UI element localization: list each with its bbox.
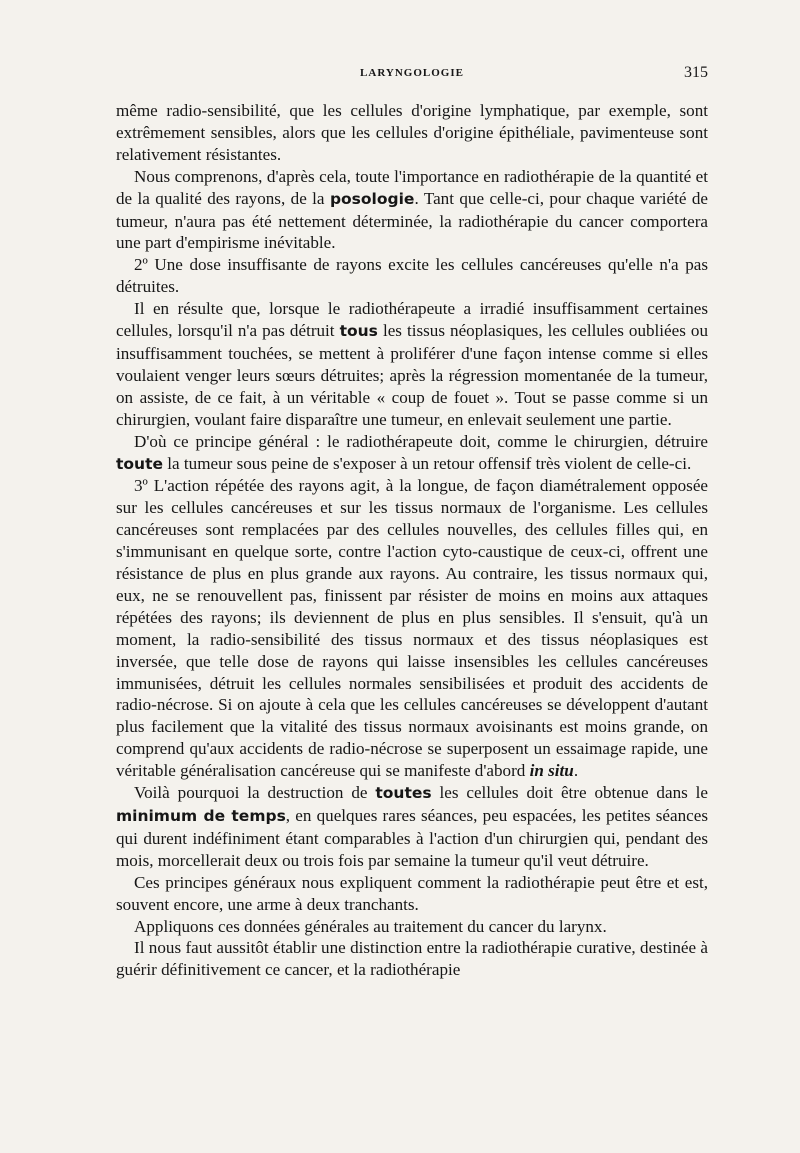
bold-term: toutes [375,784,432,803]
paragraph: Appliquons ces données générales au traitement du cancer du larynx. [134,916,607,936]
running-head [116,64,708,84]
body-text [116,100,708,981]
paragraph: Ces principes généraux nous expliquent comment la radiothérapie peut être et est, souvent encore, une arme à deux tranchants. [116,872,708,914]
paragraph: Il en résulte que, lorsque le radiothérapeute a irradié insuffisamment certaines cellules, lorsqu'il n'a pas détruit tous les tissus néoplasiques, les cellules oubliées ou insuffisamment touchées, se mettent à proliférer d'une façon intense comme si elles voulaient venger leurs sœurs détruites; après la régression momentanée de la tumeur, on assiste, de ce fait, à un véritable « coup de fouet ». Tout se passe comme si un chirurgien, voulant faire disparaître une tumeur, en enlevait seulement une partie. [116,299,708,429]
paragraph: Voilà pourquoi la destruction de toutes les cellules doit être obtenue dans le minimum de temps, en quelques rares séances, peu espacées, les petites séances qui durent indéfiniment étant comparables à l'action d'un chirurgien qui, pendant des mois, morcellerait deux ou trois fois par semaine la tumeur qu'il veut détruire. [116,783,708,870]
page-number: 315 [684,64,708,81]
bold-term: minimum de temps [116,807,286,825]
bold-term: toute [116,454,164,473]
bold-term: tous [339,322,378,341]
paragraph: 2º Une dose insuffisante de rayons excite les cellules cancéreuses qu'elle n'a pas détruites. [116,255,708,297]
running-title: LARYNGOLOGIE [360,67,464,79]
paragraph: Il nous faut aussitôt établir une distinction entre la radiothérapie curative, destinée à guérir définitivement ce cancer, et la radiothérapie [116,938,708,980]
paragraph: Nous comprenons, d'après cela, toute l'importance en radiothérapie de la quantité et de la qualité des rayons, de la posologie. Tant que celle-ci, pour chaque variété de tumeur, n'aura pas été nettement déterminée, la radiothérapie du cancer comportera une part d'empirisme inévitable. [116,166,708,253]
paragraph: même radio-sensibilité, que les cellules d'origine lymphatique, par exemple, sont extrêmement sensibles, alors que les cellules d'origine épithéliale, pavimenteuse sont relativement résistantes. [116,101,708,164]
italic-term: in situ [529,761,574,781]
bold-term: posologie [329,189,415,208]
paragraph: D'où ce principe général : le radiothérapeute doit, comme le chirurgien, détruire toute la tumeur sous peine de s'exposer à un retour offensif très violent de celle-ci. [116,431,708,473]
paragraph: 3º L'action répétée des rayons agit, à la longue, de façon diamétralement opposée sur les cellules cancéreuses et sur les tissus normaux de l'organisme. Les cellules cancéreuses sont remplacées par des cellules nouvelles, des cellules filles qui, en s'immunisant en quelque sorte, contre l'action cyto-caustique de ceux-ci, offrent une résistance de plus en plus grande aux rayons. Au contraire, les tissus normaux qui, eux, ne se renouvellent pas, finissent par résister de moins en moins aux attaques répétées des rayons; ils deviennent de plus en plus sensibles. Il s'ensuit, qu'à un moment, la radio-sensibilité des tissus normaux et des tissus néoplasiques est inversée, que telle dose de rayons qui laisse insensibles les cellules cancéreuses immunisées, détruit les cellules normales sensibilisées et produit des accidents de radio-nécrose. Si on ajoute à cela que les cellules cancéreuses se développent d'autant plus facilement que la vitalité des tissus normaux avoisinants est moins grande, on comprend qu'aux accidents de radio-nécrose se superposent un essaimage rapide, une véritable généralisation cancéreuse qui se manifeste d'abord in situ. [116,476,708,781]
